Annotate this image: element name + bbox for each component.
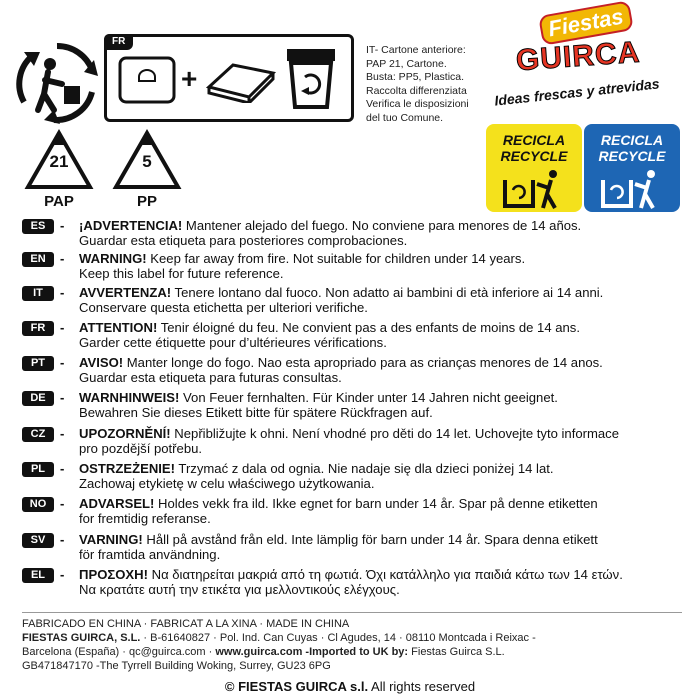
warning-line2: Guardar esta etiqueta para posteriores comprobaciones. bbox=[79, 233, 408, 248]
warning-de: DE - WARNHINWEIS! Von Feuer fernhalten. Für Kinder unter 14 Jahren nicht geeignet. Bewahren Sie dieses Etikett bitte für spätere Rückfragen auf. bbox=[22, 390, 682, 420]
tri-label: PP bbox=[136, 193, 157, 210]
warning-it: IT - AVVERTENZA! Tenere lontano dal fuoco. Non adatto ai bambini di età inferiore ai 14 anni. Conservare questa etichetta per ulteriori verifiche. bbox=[22, 285, 682, 315]
warning-title: ΠΡΟΣΟΧΗ! bbox=[79, 567, 148, 582]
warning-text: Trzymać z dala od ognia. Nie nadaje się dla dzieci poniżej 14 lat. bbox=[175, 461, 554, 476]
it-disposal-note bbox=[366, 44, 496, 125]
warning-line2: för framtida användning. bbox=[79, 547, 221, 562]
address-text: · B-61640827 · Pol. Ind. Can Cuyas · Cl Agudes, 14 · 08110 Montcada i Reixac - bbox=[140, 632, 536, 644]
fr-sorting-box bbox=[104, 34, 354, 122]
contact-line bbox=[22, 645, 692, 659]
warning-title: UPOZORNĚNÍ! bbox=[79, 426, 171, 441]
warning-text: Tenir éloigné du feu. Ne convient pas a des enfants de moins de 14 ans. bbox=[157, 320, 580, 335]
contact-text: Barcelona (España) · qc@guirca.com · bbox=[22, 646, 216, 658]
warning-pl: PL - OSTRZEŻENIE! Trzymać z dala od ognia. Nie nadaje się dla dzieci poniżej 14 lat. Zachowaj etykietę w celu właściwego użytkowania. bbox=[22, 461, 682, 491]
badge-line2: RECYCLE bbox=[500, 148, 568, 164]
warning-line2: for fremtidig referanse. bbox=[79, 511, 211, 526]
warning-es: ES - ¡ADVERTENCIA! Mantener alejado del fuego. No conviene para menores de 14 años. Guardar esta etiqueta para posteriores comprobaciones. bbox=[22, 218, 682, 248]
warning-fr: FR - ATTENTION! Tenir éloigné du feu. Ne convient pas a des enfants de moins de 14 ans. Garder cette étiquette pour d’ultérieures vérifications. bbox=[22, 320, 682, 350]
made-in-line: FABRICADO EN CHINA · FABRICAT A LA XINA · MADE IN CHINA bbox=[22, 618, 350, 630]
warning-title: ATTENTION! bbox=[79, 320, 158, 335]
copyright-line bbox=[0, 679, 700, 694]
warning-sv: SV - VARNING! Håll på avstånd från eld. Inte lämplig för barn under 14 år. Spara denna etikett för framtida användning. bbox=[22, 532, 682, 562]
warning-line2: pro pozdější potřebu. bbox=[79, 441, 203, 456]
warning-text: Manter longe do fogo. Nao esta apropriado para as crianças menores de 14 anos. bbox=[123, 355, 603, 370]
tri-label: PAP bbox=[44, 193, 74, 210]
badge-line1: RECICLA bbox=[600, 132, 664, 148]
brand-tagline: Ideas frescas y atrevidas bbox=[493, 75, 661, 109]
warning-title: ADVARSEL! bbox=[79, 496, 155, 511]
language-code: PT bbox=[22, 356, 54, 371]
language-code: CZ bbox=[22, 427, 54, 442]
language-code: ES bbox=[22, 219, 54, 234]
badge-line1: RECICLA bbox=[502, 132, 566, 148]
copyright-owner: © FIESTAS GUIRCA s.l. bbox=[224, 679, 369, 694]
warning-line2: Zachowaj etykietę w celu właściwego użytkowania. bbox=[79, 476, 375, 491]
fr-tab: FR bbox=[104, 34, 133, 50]
brand-logo-fiestas: Fiestas bbox=[538, 0, 634, 45]
warning-text: Holdes vekk fra ild. Ikke egnet for barn under 14 år. Spar på denne etiketten bbox=[154, 496, 598, 511]
bag-packaging-icon bbox=[203, 59, 277, 103]
pap-recycling-code bbox=[24, 126, 94, 210]
language-code: DE bbox=[22, 391, 54, 406]
language-code: IT bbox=[22, 286, 54, 301]
recycle-badge-yellow bbox=[486, 124, 582, 212]
language-code: SV bbox=[22, 533, 54, 548]
warning-text: Keep far away from fire. Not suitable for children under 14 years. bbox=[146, 251, 526, 266]
it-note-line: IT- Cartone anteriore: bbox=[366, 44, 466, 56]
recycle-badge-blue bbox=[584, 124, 680, 212]
language-code: EN bbox=[22, 252, 54, 267]
warning-text: Να διατηρείται μακριά από τη φωτιά. Όχι κατάλληλο για παιδιά κάτω των 14 ετών. bbox=[147, 567, 623, 582]
warning-text: Nepřibližujte k ohni. Není vhodné pro děti do 14 let. Uchovejte tyto informace bbox=[170, 426, 620, 441]
language-code: NO bbox=[22, 497, 54, 512]
warning-text: Von Feuer fernhalten. Für Kinder unter 14 Jahren nicht geeignet. bbox=[179, 390, 558, 405]
language-code: PL bbox=[22, 462, 54, 477]
it-note-line: del tuo Comune. bbox=[366, 111, 444, 124]
company-address-line bbox=[22, 631, 692, 645]
tri-number: 21 bbox=[49, 152, 69, 171]
language-code: EL bbox=[22, 568, 54, 583]
card-packaging-icon bbox=[117, 55, 177, 105]
warning-line2: Guardar esta etiqueta para futuras consultas. bbox=[79, 370, 342, 385]
it-note-line: PAP 21, Cartone. bbox=[366, 57, 447, 70]
tri-number: 5 bbox=[142, 152, 152, 171]
warning-title: AVVERTENZA! bbox=[79, 285, 172, 300]
website-link[interactable]: www.guirca.com bbox=[215, 646, 303, 658]
warning-pt: PT - AVISO! Manter longe do fogo. Nao esta apropriado para as crianças menores de 14 anos. Guardar esta etiqueta para futuras consultas. bbox=[22, 355, 682, 385]
warning-cz: CZ - UPOZORNĚNÍ! Nepřibližujte k ohni. Není vhodné pro děti do 14 let. Uchovejte tyto informace pro pozdější potřebu. bbox=[22, 426, 682, 456]
warning-title: ¡ADVERTENCIA! bbox=[79, 218, 183, 233]
warning-title: AVISO! bbox=[79, 355, 124, 370]
warning-line2: Bewahren Sie dieses Etikett bitte für spätere Rückfragen auf. bbox=[79, 405, 433, 420]
import-label: -Imported to UK by: bbox=[302, 646, 409, 658]
brand-logo-guirca: GUIRCA bbox=[514, 35, 642, 78]
it-note-line: Raccolta differenziata bbox=[366, 84, 467, 97]
importer-name: Fiestas Guirca S.L. bbox=[408, 646, 505, 658]
pp-recycling-code bbox=[112, 126, 182, 210]
language-code: FR bbox=[22, 321, 54, 336]
warning-text: Håll på avstånd från eld. Inte lämplig för barn under 14 år. Spara denna etikett bbox=[142, 532, 598, 547]
footer-divider bbox=[22, 612, 682, 613]
recycle-bin-person-icon bbox=[499, 168, 569, 210]
warning-title: VARNING! bbox=[79, 532, 143, 547]
badge-line2: RECYCLE bbox=[598, 148, 666, 164]
uk-address-line: GB471847170 -The Tyrrell Building Woking, Surrey, GU23 6PG bbox=[22, 660, 331, 672]
warning-line2: Keep this label for future reference. bbox=[79, 266, 284, 281]
recycle-bin-person-icon bbox=[597, 168, 667, 210]
warning-el: EL - ΠΡΟΣΟΧΗ! Να διατηρείται μακριά από τη φωτιά. Όχι κατάλληλο για παιδιά κάτω των 14 ετών. Να κρατάτε αυτή την ετικέτα για μελλοντικούς ελέγχους. bbox=[22, 567, 682, 597]
recycle-person-icon bbox=[14, 40, 100, 126]
warning-title: WARNHINWEIS! bbox=[79, 390, 180, 405]
warning-title: WARNING! bbox=[79, 251, 147, 266]
it-note-line: Verifica le disposizioni bbox=[366, 98, 469, 110]
warning-no: NO - ADVARSEL! Holdes vekk fra ild. Ikke egnet for barn under 14 år. Spar på denne etiketten for fremtidig referanse. bbox=[22, 496, 682, 526]
warning-line2: Conservare questa etichetta per ulteriori verifiche. bbox=[79, 300, 368, 315]
recycling-bin-icon bbox=[283, 47, 339, 111]
warning-line2: Να κρατάτε αυτή την ετικέτα για μελλοντικούς ελέγχους. bbox=[79, 582, 400, 597]
copyright-rights: All rights reserved bbox=[368, 679, 476, 694]
warning-title: OSTRZEŻENIE! bbox=[79, 461, 176, 476]
it-note-line: Busta: PP5, Plastica. bbox=[366, 71, 465, 83]
warning-line2: Garder cette étiquette pour d’ultérieures vérifications. bbox=[79, 335, 387, 350]
warning-en: EN - WARNING! Keep far away from fire. Not suitable for children under 14 years. Keep this label for future reference. bbox=[22, 251, 682, 281]
warning-text: Mantener alejado del fuego. No conviene para menores de 14 años. bbox=[182, 218, 582, 233]
plus-sign: + bbox=[181, 63, 198, 94]
warning-text: Tenere lontano dal fuoco. Non adatto ai bambini di età inferiore ai 14 anni. bbox=[171, 285, 604, 300]
company-name: FIESTAS GUIRCA, S.L. bbox=[22, 632, 141, 644]
